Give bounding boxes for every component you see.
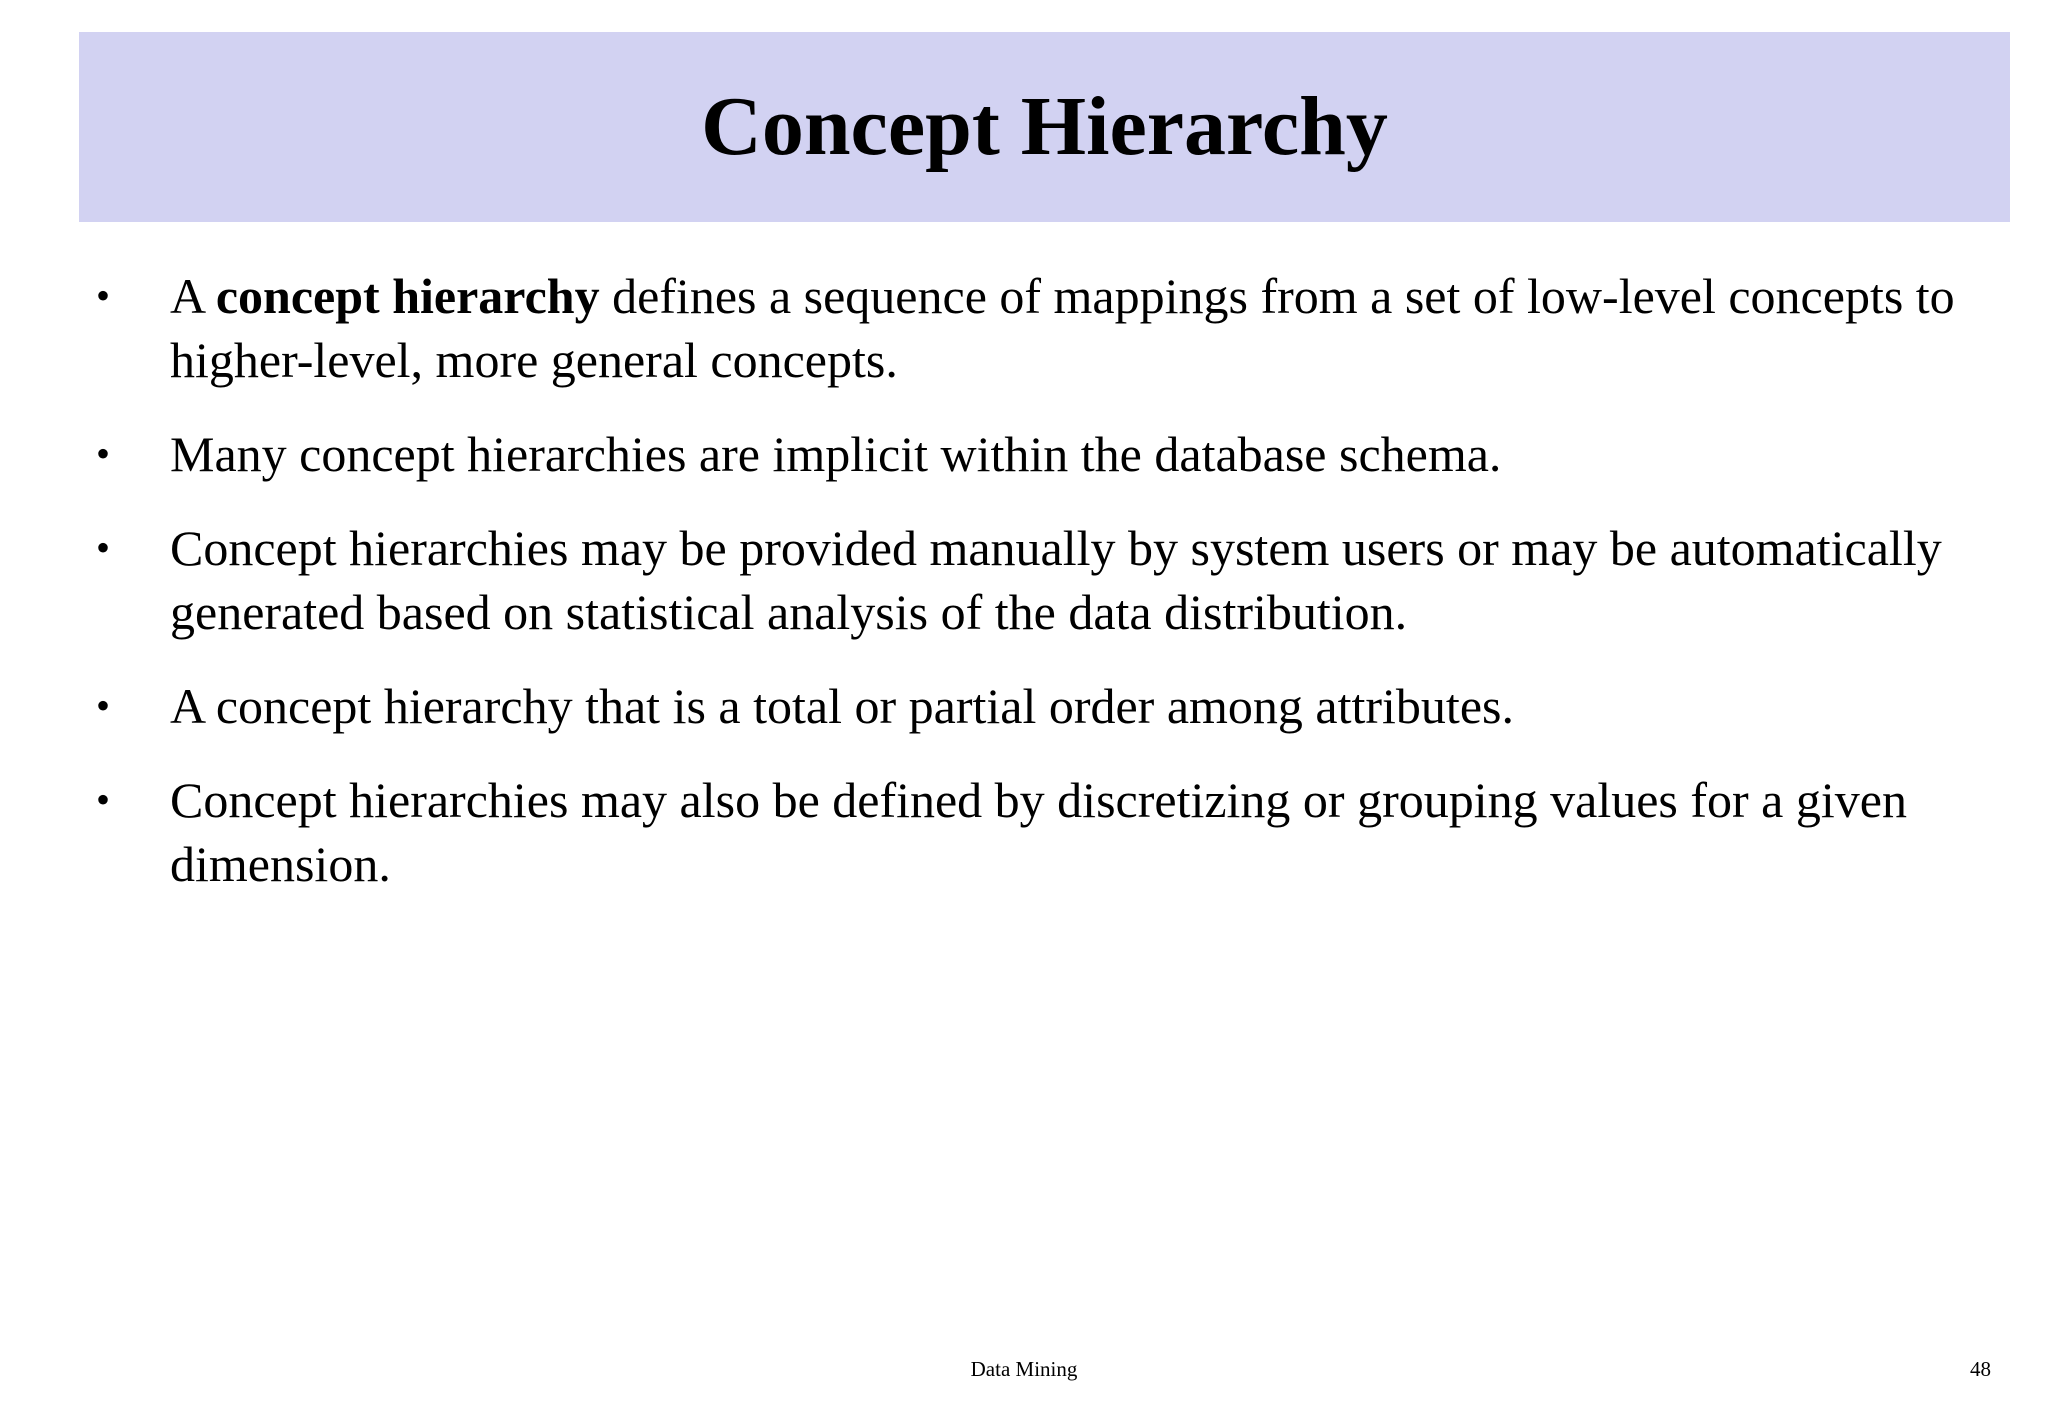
bullet-1-prefix: A	[170, 268, 216, 324]
bullet-item-3	[96, 516, 1976, 644]
bullet-item-1	[96, 264, 1976, 392]
bullet-marker: •	[96, 273, 111, 318]
bullet-marker: •	[96, 683, 111, 728]
bullet-item-2	[96, 422, 1976, 486]
slide-title: Concept Hierarchy	[701, 80, 1388, 173]
bullet-5-text: Concept hierarchies may also be defined by discretizing or grouping values for a given dimension.	[170, 772, 1907, 892]
bullet-2-text: Many concept hierarchies are implicit within the database schema.	[170, 426, 1502, 482]
bullet-marker: •	[96, 777, 111, 822]
page-number: 48	[1970, 1357, 1991, 1381]
bullet-1-bold-term: concept hierarchy	[215, 268, 600, 324]
title-band	[79, 32, 2010, 222]
footer-title: Data Mining	[970, 1357, 1078, 1381]
bullet-list	[96, 264, 1976, 926]
bullet-item-5	[96, 768, 1976, 896]
bullet-marker: •	[96, 525, 111, 570]
bullet-1-rest: defines a sequence of mappings from a set of low-level concepts to higher-level, more general concepts.	[170, 268, 1955, 388]
bullet-4-text: A concept hierarchy that is a total or partial order among attributes.	[170, 678, 1514, 734]
bullet-3-text: Concept hierarchies may be provided manually by system users or may be automatically generated based on statistical analysis of the data distribution.	[170, 520, 1942, 640]
bullet-marker: •	[96, 431, 111, 476]
bullet-item-4	[96, 674, 1976, 738]
